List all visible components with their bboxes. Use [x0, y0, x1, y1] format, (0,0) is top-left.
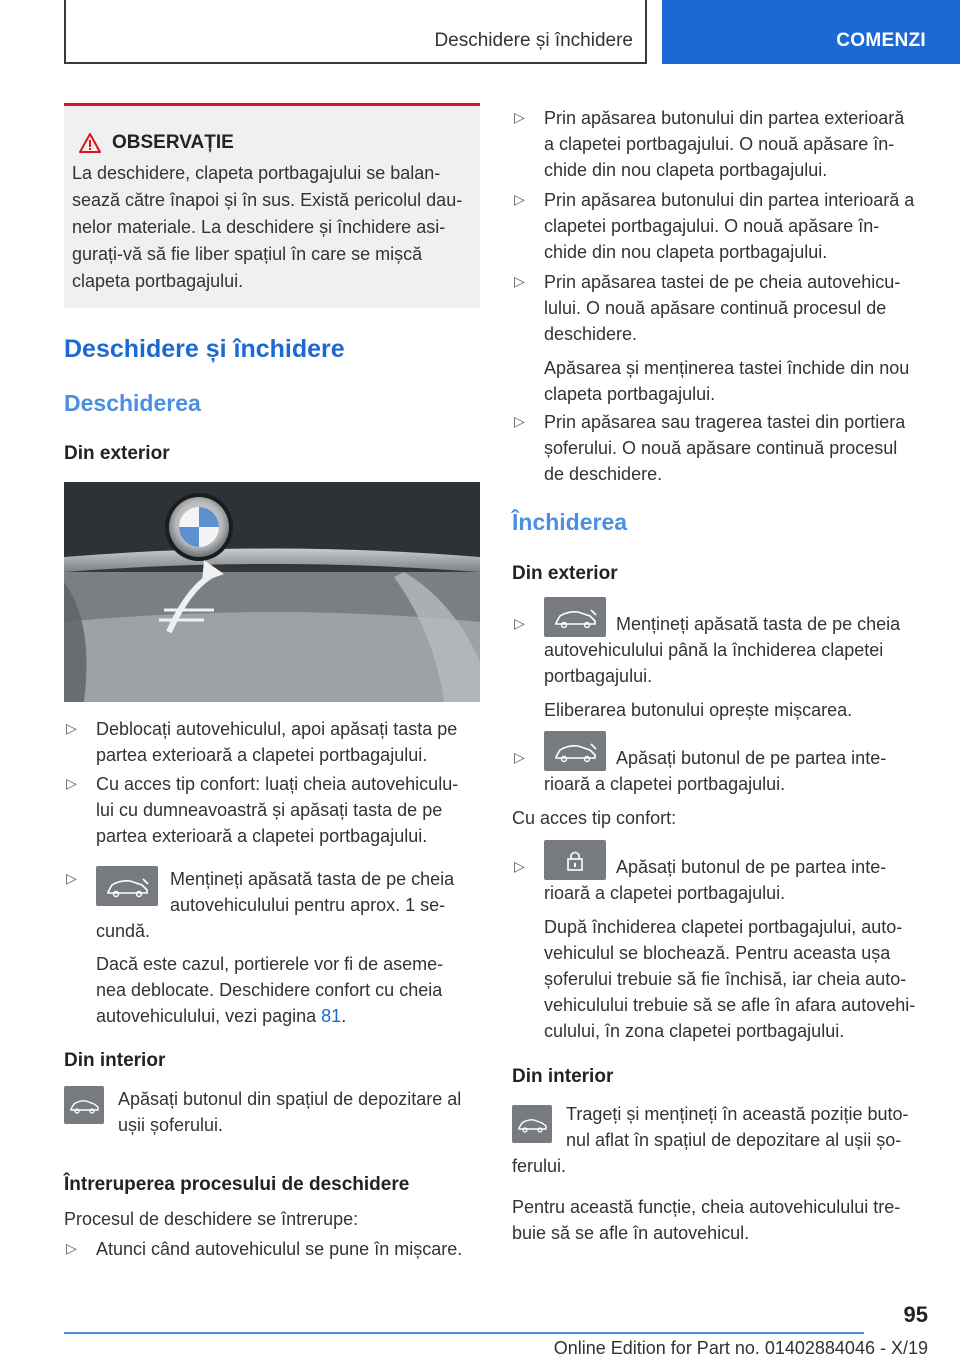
bullet-triangle-icon: ▷	[66, 1240, 77, 1256]
list-item-text: Atunci când autovehiculul se pune în mișcare.	[96, 1239, 463, 1259]
list-item-close-hold	[512, 597, 928, 723]
trunk-illustration	[64, 482, 480, 702]
list-item-text: Eliberarea butonului oprește mișcarea.	[544, 700, 853, 720]
page-link-81[interactable]: 81	[321, 1006, 342, 1026]
list-item-text: Cu acces tip confort: luați cheia autovehiculu-	[96, 774, 459, 794]
list-item	[64, 771, 480, 849]
heading-from-inside: Din interior	[64, 1050, 166, 1071]
interior-instruction	[64, 1086, 480, 1138]
note-line: clapeta portbagajului.	[72, 271, 244, 291]
bullet-triangle-icon: ▷	[514, 273, 525, 289]
instruction-text: ușii șoferului.	[118, 1115, 224, 1135]
ref-text: autovehiculului, vezi pagina	[96, 1006, 322, 1026]
list-item-text: clapetei portbagajului. O nouă apăsare în-	[544, 216, 880, 236]
comfort-access-intro: Cu acces tip confort:	[512, 808, 677, 828]
list-item-text: Dacă este cazul, portierele vor fi de aseme-	[96, 954, 444, 974]
trunk-button-photo	[64, 482, 480, 702]
list-item	[512, 269, 928, 407]
list-item	[64, 1236, 484, 1262]
footer-edition: Online Edition for Part no. 01402884046 - X/19	[553, 1338, 928, 1358]
list-item-text: Prin apăsarea tastei de pe cheia autovehicu-	[544, 272, 901, 292]
list-item-text: partea exterioară a clapetei portbagajului.	[96, 745, 428, 765]
instruction-text: Apăsați butonul din spațiul de depozitare al	[118, 1089, 462, 1109]
list-item-text: Deblocați autovehiculul, apoi apăsați tasta pe	[96, 719, 458, 739]
list-item-text: lului. O nouă apăsare continuă procesul de	[544, 298, 887, 318]
note-line: nelor materiale. La deschidere și închidere asi-	[72, 217, 446, 237]
bullet-triangle-icon: ▷	[66, 720, 77, 736]
page-number: 95	[903, 1302, 928, 1327]
list-item-text: rioară a clapetei portbagajului.	[544, 883, 786, 903]
instruction-text: nul aflat în spațiul de depozitare al ușii șo-	[566, 1130, 902, 1150]
note-title: OBSERVAȚIE	[112, 132, 234, 153]
list-item-close-lock	[512, 840, 932, 1044]
final-note	[512, 1194, 932, 1246]
subsection-heading-closing: Închiderea	[512, 509, 628, 535]
list-item-text: vehiculul se blochează. Pentru aceasta ușa	[544, 943, 891, 963]
list-item-text: nea deblocate. Deschidere confort cu cheia	[96, 980, 443, 1000]
bullet-triangle-icon: ▷	[514, 749, 525, 765]
list-item	[64, 716, 480, 768]
bullet-triangle-icon: ▷	[66, 870, 77, 886]
list-item-text: Prin apăsarea butonului din partea exterioară	[544, 108, 905, 128]
key-trunk-button-icon	[544, 731, 606, 771]
list-item-text: cundă.	[96, 921, 151, 941]
subsection-heading-opening: Deschiderea	[64, 390, 201, 416]
tab-comenzi[interactable]	[662, 0, 960, 64]
list-item-text: partea exterioară a clapetei portbagajului.	[96, 826, 428, 846]
header-section-title: Deschidere și închidere	[434, 30, 633, 51]
door-trunk-button-icon	[512, 1105, 552, 1143]
list-item-text: portbagajului.	[544, 666, 653, 686]
list-item-text: clapeta portbagajului.	[544, 384, 716, 404]
list-item-text: Apăsarea și menținerea tastei închide din nou	[544, 358, 910, 378]
list-item-text: Prin apăsarea butonului din partea interioară a	[544, 190, 915, 210]
heading-close-from-outside: Din exterior	[512, 563, 618, 584]
bullet-triangle-icon: ▷	[66, 775, 77, 791]
list-item-text: șoferului trebuie să fie închisă, iar cheia auto-	[544, 969, 907, 989]
list-item-text: Apăsați butonul de pe partea inte-	[616, 748, 887, 768]
bullet-triangle-icon: ▷	[514, 615, 525, 631]
list-item-text: Apăsați butonul de pe partea inte-	[616, 857, 887, 877]
list-item-text: chide din nou clapeta portbagajului.	[544, 242, 828, 262]
list-item-text: rioară a clapetei portbagajului.	[544, 774, 786, 794]
heading-interrupt: Întreruperea procesului de deschidere	[64, 1174, 410, 1195]
list-item-text: Mențineți apăsată tasta de pe cheia	[170, 869, 455, 889]
list-item-text: chide din nou clapeta portbagajului.	[544, 160, 828, 180]
door-trunk-button-icon	[64, 1086, 104, 1124]
heading-close-from-inside: Din interior	[512, 1066, 614, 1087]
list-item	[512, 105, 928, 183]
note-line: sează către înapoi și în sus. Există pericolul dau-	[72, 190, 463, 210]
list-item-text: autovehiculului până la închiderea clapetei	[544, 640, 884, 660]
list-item-text: vehiculului trebuie să se afle în afara autovehi-	[544, 995, 916, 1015]
list-item	[512, 187, 932, 265]
list-item-text: autovehiculului pentru aprox. 1 se-	[170, 895, 446, 915]
final-note-line: Pentru această funcție, cheia autovehiculului tre-	[512, 1197, 901, 1217]
list-item-text: a clapetei portbagajului. O nouă apăsare în-	[544, 134, 895, 154]
bullet-triangle-icon: ▷	[514, 109, 525, 125]
header-box	[64, 0, 647, 64]
list-item-text: După închiderea clapetei portbagajului, auto-	[544, 917, 903, 937]
list-item	[512, 409, 928, 487]
list-item-text	[96, 1003, 480, 1029]
key-trunk-button-icon	[96, 866, 158, 906]
warning-note	[64, 103, 480, 308]
list-item-text: lui cu dumneavoastră și apăsați tasta de pe	[96, 800, 443, 820]
lock-button-icon	[544, 840, 606, 880]
section-heading: Deschidere și închidere	[64, 335, 345, 363]
list-item-text: deschidere.	[544, 324, 638, 344]
bullet-triangle-icon: ▷	[514, 413, 525, 429]
key-trunk-button-icon	[544, 597, 606, 637]
note-text	[72, 160, 472, 295]
list-item-text: șoferului. O nouă apăsare continuă procesul	[544, 438, 898, 458]
bullet-triangle-icon: ▷	[514, 858, 525, 874]
instruction-text: ferului.	[512, 1156, 567, 1176]
heading-from-outside: Din exterior	[64, 443, 170, 464]
list-item-close-press	[512, 731, 928, 797]
note-line: La deschidere, clapeta portbagajului se balan-	[72, 163, 441, 183]
list-item-text: Mențineți apăsată tasta de pe cheia	[616, 614, 901, 634]
bullet-triangle-icon: ▷	[514, 191, 525, 207]
close-interior-instruction	[512, 1101, 932, 1179]
list-item-key-hold	[64, 866, 480, 1029]
footer-divider	[64, 1332, 864, 1334]
instruction-text: Trageți și mențineți în această poziție buto-	[566, 1104, 909, 1124]
ref-text-suffix: .	[341, 1006, 347, 1026]
list-item-text: culului, în zona clapetei portbagajului.	[544, 1021, 845, 1041]
final-note-line: buie să se afle în autovehicul.	[512, 1223, 750, 1243]
note-line: gurați-vă să fie liber spațiul în care se mișcă	[72, 244, 423, 264]
list-item-text: de deschidere.	[544, 464, 663, 484]
tab-comenzi-label: COMENZI	[836, 30, 926, 51]
warning-triangle-icon	[78, 132, 102, 154]
list-item-text: Prin apăsarea sau tragerea tastei din portiera	[544, 412, 906, 432]
interrupt-intro: Procesul de deschidere se întrerupe:	[64, 1209, 359, 1229]
